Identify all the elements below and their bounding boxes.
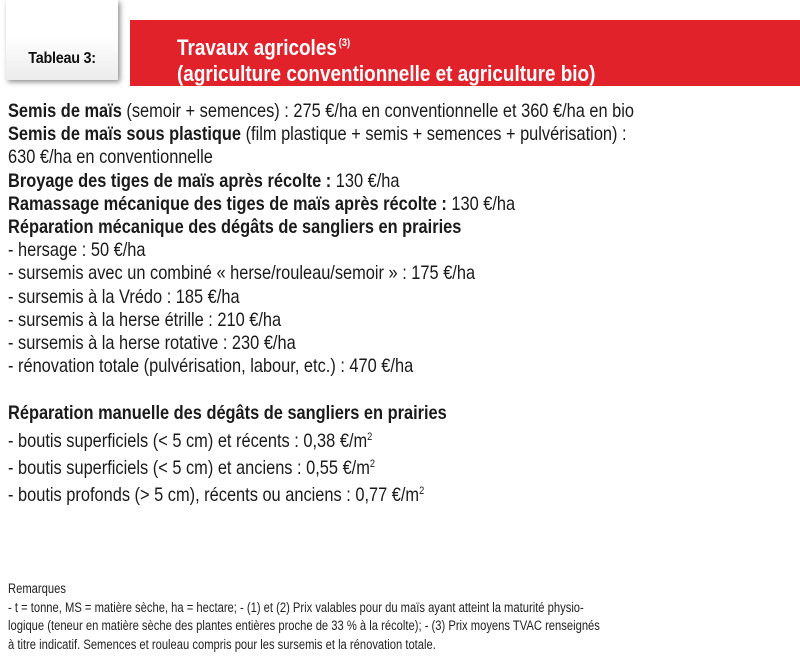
item-title: Semis de maïs bbox=[8, 100, 122, 122]
item-detail: 130 €/ha bbox=[446, 192, 516, 215]
list-item: - sursemis avec un combiné « herse/rouleau/semoir » : 175 €/ha bbox=[8, 262, 476, 285]
list-item: - hersage : 50 €/ha bbox=[8, 239, 146, 262]
item-semis-plastique bbox=[8, 123, 800, 146]
remarks bbox=[8, 580, 800, 654]
table-label: Tableau 3: bbox=[28, 50, 96, 67]
item-semis-plastique-price: 630 €/ha en conventionnelle bbox=[8, 146, 213, 169]
title-line-1: Travaux agricoles bbox=[177, 35, 337, 60]
list-item: - sursemis à la herse étrille : 210 €/ha bbox=[8, 308, 282, 331]
item-semis bbox=[8, 100, 800, 123]
section-heading-mecanique: Réparation mécanique des dégâts de sangliers en prairies bbox=[8, 216, 462, 239]
item-title: Semis de maïs sous plastique bbox=[8, 123, 242, 146]
list-item: - boutis profonds (> 5 cm), récents ou anciens : 0,77 $€/m^2$ bbox=[8, 484, 425, 507]
item-detail: 130 €/ha bbox=[331, 169, 400, 192]
remarks-title: Remarques bbox=[8, 581, 66, 596]
list-item: - sursemis à la Vrédo : 185 €/ha bbox=[8, 285, 240, 308]
remarks-line: - t = tonne, MS = matière sèche, ha = hectare; - (1) et (2) Prix valables pour du maïs ayant atteint la maturité physio- bbox=[8, 599, 584, 615]
item-broyage bbox=[8, 170, 800, 193]
item-title: Broyage des tiges de maïs après récolte : bbox=[8, 169, 332, 192]
item-detail: (film plastique + semis + semences + pulvérisation) : bbox=[241, 123, 627, 146]
list-item: - sursemis à la herse rotative : 230 €/ha bbox=[8, 332, 296, 355]
list-item: - rénovation totale (pulvérisation, labour, etc.) : 470 €/ha bbox=[8, 355, 414, 378]
list-item: - boutis superficiels (< 5 cm) et récents : 0,38 $€/m^2$ bbox=[8, 429, 373, 452]
price-list bbox=[8, 100, 800, 507]
title-footnote-ref: (3) bbox=[338, 37, 351, 49]
title-line-2: (agriculture conventionnelle et agriculture bio) bbox=[177, 61, 596, 86]
item-ramassage bbox=[8, 193, 800, 216]
table-label-box bbox=[6, 0, 118, 80]
spacer bbox=[8, 378, 800, 402]
item-detail: (semoir + semences) : 275 €/ha en conventionnelle et 360 €/ha en bio bbox=[121, 100, 635, 122]
list-item: - boutis superficiels (< 5 cm) et anciens : 0,55 $€/m^2$ bbox=[8, 456, 376, 479]
remarks-line: logique (teneur en matière sèche des plantes entières proche de 33 % à la récolte); - (3) Prix moyens TVAC renseignés bbox=[8, 618, 600, 634]
section-heading-manuelle: Réparation manuelle des dégâts de sangliers en prairies bbox=[8, 402, 447, 425]
item-title: Ramassage mécanique des tiges de maïs après récolte : bbox=[8, 192, 447, 215]
page-title bbox=[177, 30, 595, 87]
remarks-line: à titre indicatif. Semences et rouleau compris pour les sursemis et la rénovation totale. bbox=[8, 636, 436, 652]
